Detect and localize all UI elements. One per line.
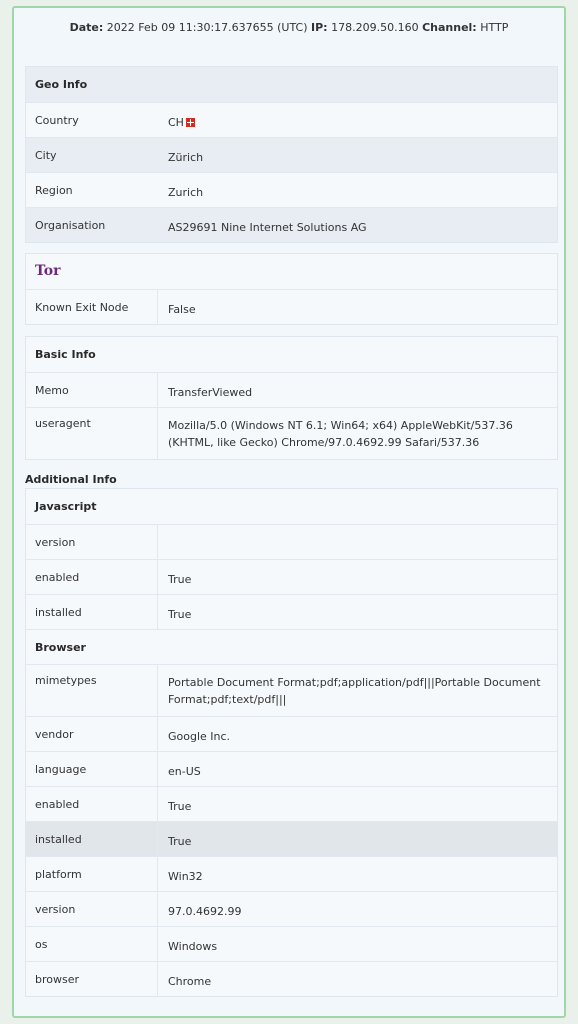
row-key: Known Exit Node bbox=[35, 301, 129, 314]
basic-info-title: Basic Info bbox=[35, 348, 96, 361]
row-key: Country bbox=[35, 114, 79, 127]
javascript-header bbox=[26, 489, 557, 524]
row-value: Chrome bbox=[168, 975, 212, 988]
table-row bbox=[26, 524, 557, 559]
row-key: mimetypes bbox=[35, 674, 97, 687]
tor-logo-icon: Tor bbox=[35, 263, 61, 279]
row-value: True bbox=[168, 835, 192, 848]
row-key: enabled bbox=[35, 798, 80, 811]
row-key: vendor bbox=[35, 728, 74, 741]
table-row bbox=[26, 137, 557, 172]
row-value: AS29691 Nine Internet Solutions AG bbox=[168, 221, 367, 234]
row-value: Zurich bbox=[168, 186, 204, 199]
row-value bbox=[168, 114, 548, 131]
table-row bbox=[26, 821, 557, 856]
row-value: Win32 bbox=[168, 870, 203, 883]
row-value: False bbox=[168, 303, 196, 316]
row-value: 97.0.4692.99 bbox=[168, 905, 242, 918]
row-value: Portable Document Format;pdf;application/pdf|||Portable Document Format;pdf;text/pdf||| bbox=[168, 676, 541, 706]
row-key: version bbox=[35, 536, 76, 549]
ip-label: IP: bbox=[311, 21, 328, 34]
geo-info-header bbox=[26, 67, 557, 102]
date-label: Date: bbox=[69, 21, 104, 34]
table-row bbox=[26, 751, 557, 786]
geo-info-card bbox=[25, 66, 558, 243]
event-details-panel bbox=[12, 6, 566, 1018]
row-key: Region bbox=[35, 184, 73, 197]
additional-info-title: Additional Info bbox=[25, 473, 117, 486]
table-row bbox=[26, 961, 557, 996]
ip-value: 178.209.50.160 bbox=[331, 21, 419, 34]
table-row bbox=[26, 407, 557, 459]
table-row bbox=[26, 207, 557, 242]
geo-info-title: Geo Info bbox=[35, 78, 88, 91]
row-key: language bbox=[35, 763, 87, 776]
row-key: version bbox=[35, 903, 76, 916]
row-value: Google Inc. bbox=[168, 730, 231, 743]
javascript-title: Javascript bbox=[35, 500, 97, 513]
swiss-flag-icon bbox=[186, 118, 195, 127]
basic-info-card bbox=[25, 336, 558, 460]
channel-value: HTTP bbox=[480, 21, 509, 34]
table-row bbox=[26, 372, 557, 407]
tor-card bbox=[25, 253, 558, 325]
country-code: CH bbox=[168, 116, 184, 129]
row-key: useragent bbox=[35, 417, 91, 430]
row-key: installed bbox=[35, 606, 82, 619]
table-row bbox=[26, 716, 557, 751]
channel-label: Channel: bbox=[422, 21, 477, 34]
table-row bbox=[26, 786, 557, 821]
event-header bbox=[14, 21, 564, 34]
row-key: City bbox=[35, 149, 57, 162]
row-key: Memo bbox=[35, 384, 69, 397]
table-row bbox=[26, 559, 557, 594]
row-key: installed bbox=[35, 833, 82, 846]
date-value: 2022 Feb 09 11:30:17.637655 (UTC) bbox=[106, 21, 308, 34]
row-value: Mozilla/5.0 (Windows NT 6.1; Win64; x64) AppleWebKit/537.36 (KHTML, like Gecko) Chrome/97.0.4692.99 Safari/537.36 bbox=[168, 419, 513, 449]
table-row bbox=[26, 664, 557, 716]
table-row bbox=[26, 891, 557, 926]
row-value: True bbox=[168, 800, 192, 813]
row-value: en-US bbox=[168, 765, 201, 778]
additional-info-card bbox=[25, 488, 558, 997]
table-row bbox=[26, 926, 557, 961]
row-key: browser bbox=[35, 973, 80, 986]
row-key: platform bbox=[35, 868, 82, 881]
row-value: True bbox=[168, 608, 192, 621]
table-row bbox=[26, 594, 557, 629]
table-row bbox=[26, 102, 557, 137]
row-key: os bbox=[35, 938, 48, 951]
tor-header bbox=[26, 254, 557, 289]
row-key: enabled bbox=[35, 571, 80, 584]
table-row bbox=[26, 289, 557, 324]
basic-info-header bbox=[26, 337, 557, 372]
browser-title: Browser bbox=[35, 641, 86, 654]
browser-header bbox=[26, 629, 557, 664]
row-value: Zürich bbox=[168, 151, 204, 164]
table-row bbox=[26, 856, 557, 891]
row-key: Organisation bbox=[35, 219, 106, 232]
table-row bbox=[26, 172, 557, 207]
row-value: True bbox=[168, 573, 192, 586]
row-value: TransferViewed bbox=[168, 386, 253, 399]
row-value: Windows bbox=[168, 940, 218, 953]
